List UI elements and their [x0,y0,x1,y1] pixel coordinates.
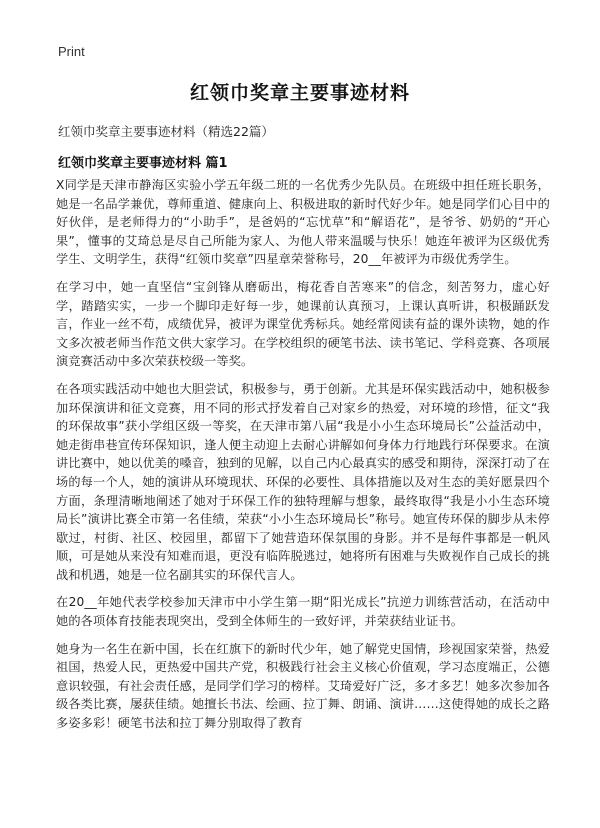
paragraph: 在各项实践活动中她也大胆尝试，积极参与，勇于创新。尤其是环保实践活动中，她积极参加环保演讲和征文竞赛，用不同的形式抒发着自己对家乡的热爱，对环境的珍惜，征文“我的环保故事”获小学组区级一等奖，在天津市第八届“我是小小生态环境局长”公益活动中，她走街串巷宣传环保知识，逢人便主动迎上去耐心讲解如何身体力行地践行环保要求。在演讲比赛中，她以优美的嗓音，独到的见解，以自己内心最真实的感受和期待，深深打动了在场的每一个人，她的演讲从环境现状、环保的必要性、具体措施以及对生态的美好愿景四个方面，条理清晰地阐述了她对于环保工作的独特理解与想象，最终取得“我是小小生态环境局长”演讲比赛全市第一名佳绩，荣获“小小生态环境局长”称号。她宣传环保的脚步从未停歇过，村街、社区、校园里，都留下了她营造环保氛围的身影。并不是每件事都是一帆风顺，可是她从来没有知难而退，更没有临阵脱逃过，她将所有困难与失败视作自己成长的挑战和机遇，她是一位名副其实的环保代言人。 [56,381,550,582]
article-body [56,176,550,742]
section-heading: 红领巾奖章主要事迹材料 篇1 [58,156,228,171]
print-label[interactable]: Print [58,44,85,59]
document-title: 红领巾奖章主要事迹材料 [189,82,410,104]
paragraph: 在学习中，她一直坚信“宝剑锋从磨砺出，梅花香自苦寒来”的信念，刻苦努力，虚心好学，踏踏实实，一步一个脚印走好每一步，她课前认真预习，上课认真听讲，积极踊跃发言，作业一丝不苟，成绩优异，被评为课堂优秀标兵。她经常阅读有益的课外读物，她的作文多次被老师当作范文供大家学习。在学校组织的硬笔书法、读书笔记、学科竞赛、各项展演竞赛活动中多次荣获校级一等奖。 [56,279,550,369]
paragraph: 在20__年她代表学校参加天津市中小学生第一期“阳光成长”抗逆力训练营活动，在活动中她的各项体育技能表现突出，受到全体师生的一致好评，并荣获结业证书。 [56,595,550,629]
document-subtitle: 红领巾奖章主要事迹材料（精选22篇） [58,124,274,139]
paragraph: 她身为一名生在新中国，长在红旗下的新时代少年，她了解党史国情，珍视国家荣誉，热爱祖国，热爱人民，更热爱中国共产党，积极践行社会主义核心价值观，学习态度端正，公德意识较强，有社会责任感，是同学们学习的榜样。艾琦爱好广泛，多才多艺！她多次参加各级各类比赛，屡获佳绩。她擅长书法、绘画、拉丁舞、朗诵、演讲……这使得她的成长之路多姿多彩！硬笔书法和拉丁舞分别取得了教育 [56,641,550,731]
paragraph: X同学是天津市静海区实验小学五年级二班的一名优秀少先队员。在班级中担任班长职务，她是一名品学兼优，尊师重道、健康向上、积极进取的新时代好少年。她是同学们心目中的好伙伴，是老师得力的“小助手”，是爸妈的“忘忧草”和“解语花”，是爷爷、奶奶的“开心果”，懂事的艾琦总是尽自己所能为家人、为他人带来温暖与快乐！她连年被评为区级优秀学生、文明学生，获得“红领巾奖章”四星章荣誉称号，20__年被评为市级优秀学生。 [56,178,550,267]
